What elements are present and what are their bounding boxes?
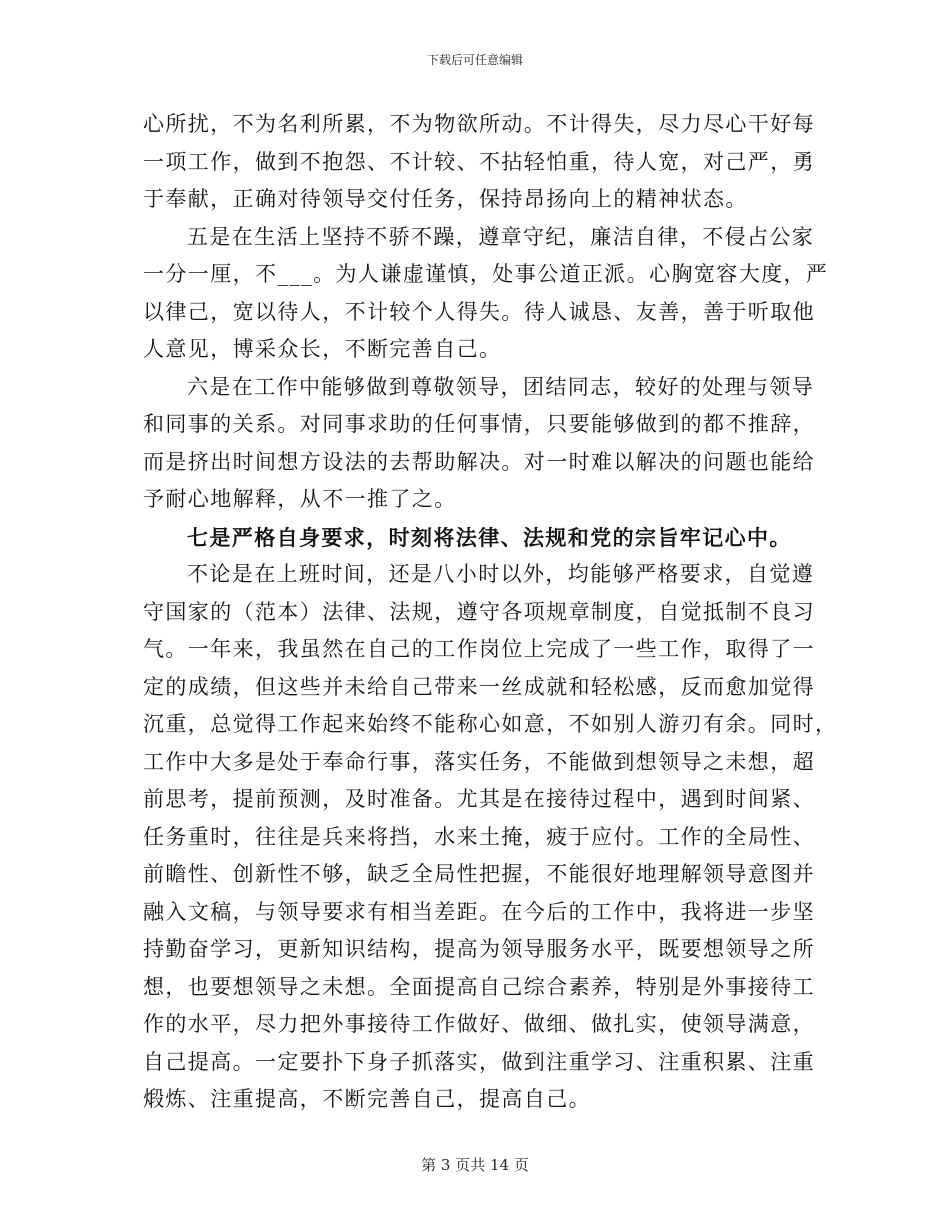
text-line-content: 一分一厘，不___。为人谦虚谨慎，处事公道正派。心胸宽容大度，严 (143, 262, 829, 286)
text-line (143, 931, 815, 969)
text-line-content: 而是挤出时间想方设法的去帮助解决。对一时难以解决的问题也能给 (143, 449, 815, 474)
text-line (143, 256, 829, 294)
text-line (143, 331, 807, 369)
section-heading-line (143, 519, 807, 557)
text-line-content: 气。一年来，我虽然在自己的工作岗位上完成了一些工作，取得了一 (143, 637, 815, 661)
text-line-content: 和同事的关系。对同事求助的任何事情，只要能够做到的都不推辞， (143, 412, 815, 436)
text-line (143, 781, 815, 819)
text-line (143, 294, 815, 332)
text-line-content: 六是在工作中能够做到尊敬领导，团结同志，较好的处理与领导 (187, 374, 815, 399)
paragraph-start-line (143, 556, 815, 594)
text-line (143, 106, 815, 144)
text-line-content: 于奉献，正确对待领导交付任务，保持昂扬向上的精神状态。 (143, 187, 748, 211)
text-line (143, 631, 815, 669)
text-line-content: 想，也要想领导之未想。全面提高自己综合素养，特别是外事接待工 (143, 974, 815, 999)
text-line (143, 406, 815, 444)
text-line (143, 856, 815, 894)
text-line (143, 481, 807, 519)
paragraph-start-line (143, 369, 815, 407)
text-line-content: 任务重时，往往是兵来将挡，水来土掩，疲于应付。工作的全局性、 (143, 824, 815, 849)
text-line (143, 1006, 815, 1044)
text-line-content: 以律己，宽以待人，不计较个人得失。待人诚恳、友善，善于听取他 (143, 299, 815, 324)
text-line-content: 人意见，博采众长，不断完善自己。 (143, 337, 502, 361)
text-line (143, 144, 815, 182)
text-line-content: 工作中大多是处于奉命行事，落实任务，不能做到想领导之未想，超 (143, 749, 815, 774)
text-line (143, 669, 815, 707)
document-body (143, 106, 838, 1119)
text-line-content: 五是在生活上坚持不骄不躁，遵章守纪，廉洁自律，不侵占公家 (187, 224, 815, 249)
text-line-content: 心所扰，不为名利所累，不为物欲所动。不计得失，尽力尽心干好每 (143, 112, 815, 136)
text-line (143, 444, 815, 482)
text-line (143, 181, 807, 219)
text-line-content: 融入文稿，与领导要求有相当差距。在今后的工作中，我将进一步坚 (143, 899, 815, 924)
text-line-content: 守国家的（范本）法律、法规，遵守各项规章制度，自觉抵制不良习 (143, 599, 815, 624)
text-line (143, 1081, 807, 1119)
text-line-content: 作的水平，尽力把外事接待工作做好、做细、做扎实，使领导满意， (143, 1012, 815, 1036)
text-line (143, 744, 815, 782)
text-line (143, 894, 815, 932)
text-line-content: 沉重，总觉得工作起来始终不能称心如意，不如别人游刃有余。同时， (143, 712, 838, 736)
page-header: 下载后可任意编辑 (426, 53, 523, 67)
text-line-content: 不论是在上班时间，还是八小时以外，均能够严格要求，自觉遵 (187, 562, 815, 586)
page-number-footer: 第 3 页共 14 页 (421, 1156, 529, 1174)
text-line (143, 1044, 815, 1082)
paragraph-start-line (143, 219, 815, 257)
text-line-content: 自己提高。一定要扑下身子抓落实，做到注重学习、注重积累、注重 (143, 1049, 815, 1074)
text-line (143, 819, 815, 857)
text-line (143, 969, 815, 1007)
text-line-content: 前瞻性、创新性不够，缺乏全局性把握，不能很好地理解领导意图并 (143, 862, 815, 886)
text-line-content: 前思考，提前预测，及时准备。尤其是在接待过程中，遇到时间紧、 (143, 787, 815, 811)
text-line (143, 594, 815, 632)
text-line-content: 予耐心地解释，从不一推了之。 (143, 487, 457, 511)
text-line-content: 煅炼、注重提高，不断完善自己，提高自己。 (143, 1087, 591, 1111)
text-line (143, 706, 838, 744)
section-heading: 七是严格自身要求，时刻将法律、法规和党的宗旨牢记心中。 (187, 524, 792, 550)
text-line-content: 一项工作，做到不抱怨、不计较、不拈轻怕重，待人宽，对己严，勇 (143, 149, 815, 174)
text-line-content: 定的成绩，但这些并未给自己带来一丝成就和轻松感，反而愈加觉得 (143, 674, 815, 699)
text-line-content: 持勤奋学习，更新知识结构，提高为领导服务水平，既要想领导之所 (143, 937, 815, 961)
